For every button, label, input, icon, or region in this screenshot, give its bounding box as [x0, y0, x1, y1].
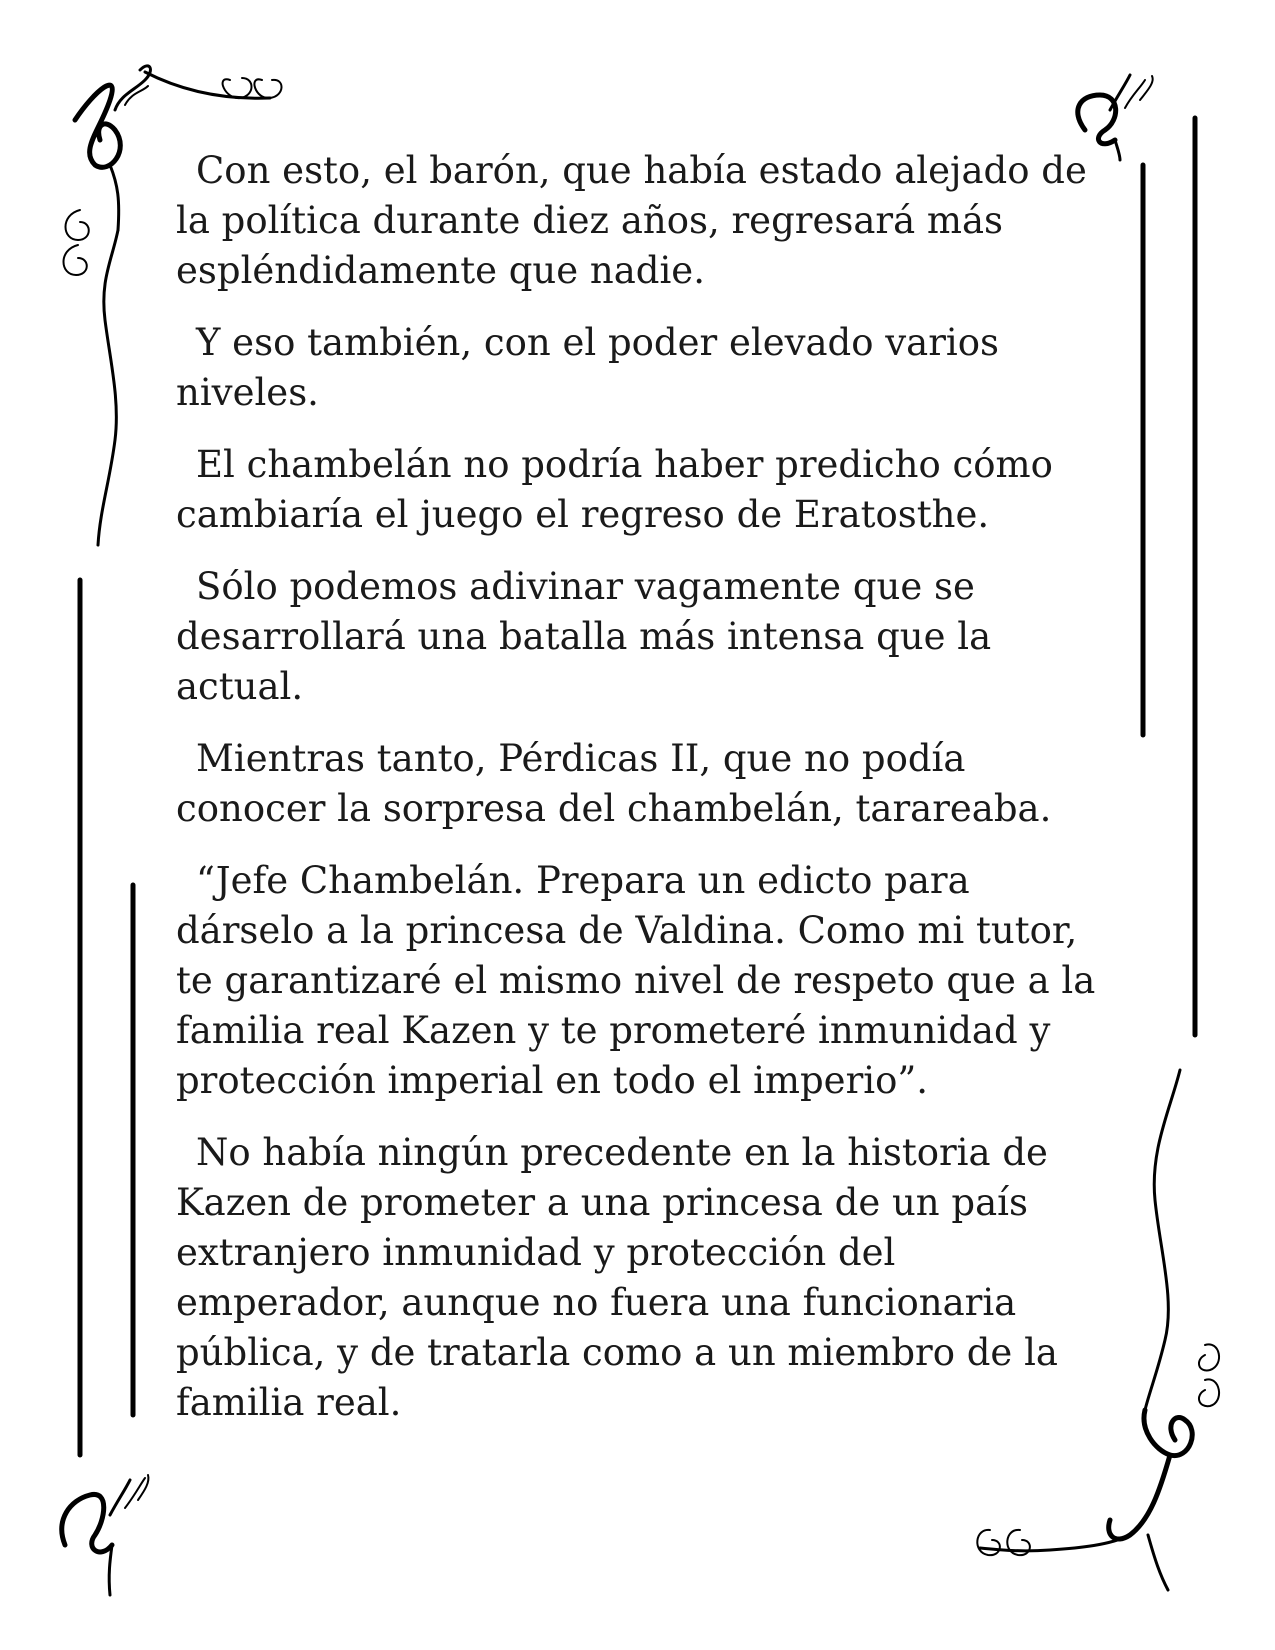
paragraph-4: Sólo podemos adivinar vagamente que se desarrollará una batalla más intensa que la actual.: [176, 565, 992, 708]
paragraph-5: Mientras tanto, Pérdicas II, que no podía conocer la sorpresa del chambelán, tarareaba.: [176, 737, 1052, 830]
text-body: [176, 146, 1096, 1450]
paragraph-2: Y eso también, con el poder elevado varios niveles.: [176, 321, 1000, 414]
paragraph-7: No había ningún precedente en la historia de Kazen de prometer a una princesa de un país extranjero inmunidad y protección del emperador, aunque no fuera una funcionaria pública, y de tratarla como a un miembro de la familia real.: [176, 1131, 1058, 1424]
paragraph-6: “Jefe Chambelán. Prepara un edicto para dárselo a la princesa de Valdina. Como mi tutor, te garantizaré el mismo nivel de respeto que a la familia real Kazen y te prometeré inmunidad y protección imperial en todo el imperio”.: [176, 859, 1096, 1102]
paragraph-1: Con esto, el barón, que había estado alejado de la política durante diez años, regresará más espléndidamente que nadie.: [176, 149, 1087, 292]
bottom-left-flourish: [62, 1475, 149, 1595]
paragraph-3: El chambelán no podría haber predicho cómo cambiaría el juego el regreso de Eratosthe.: [176, 443, 1053, 536]
